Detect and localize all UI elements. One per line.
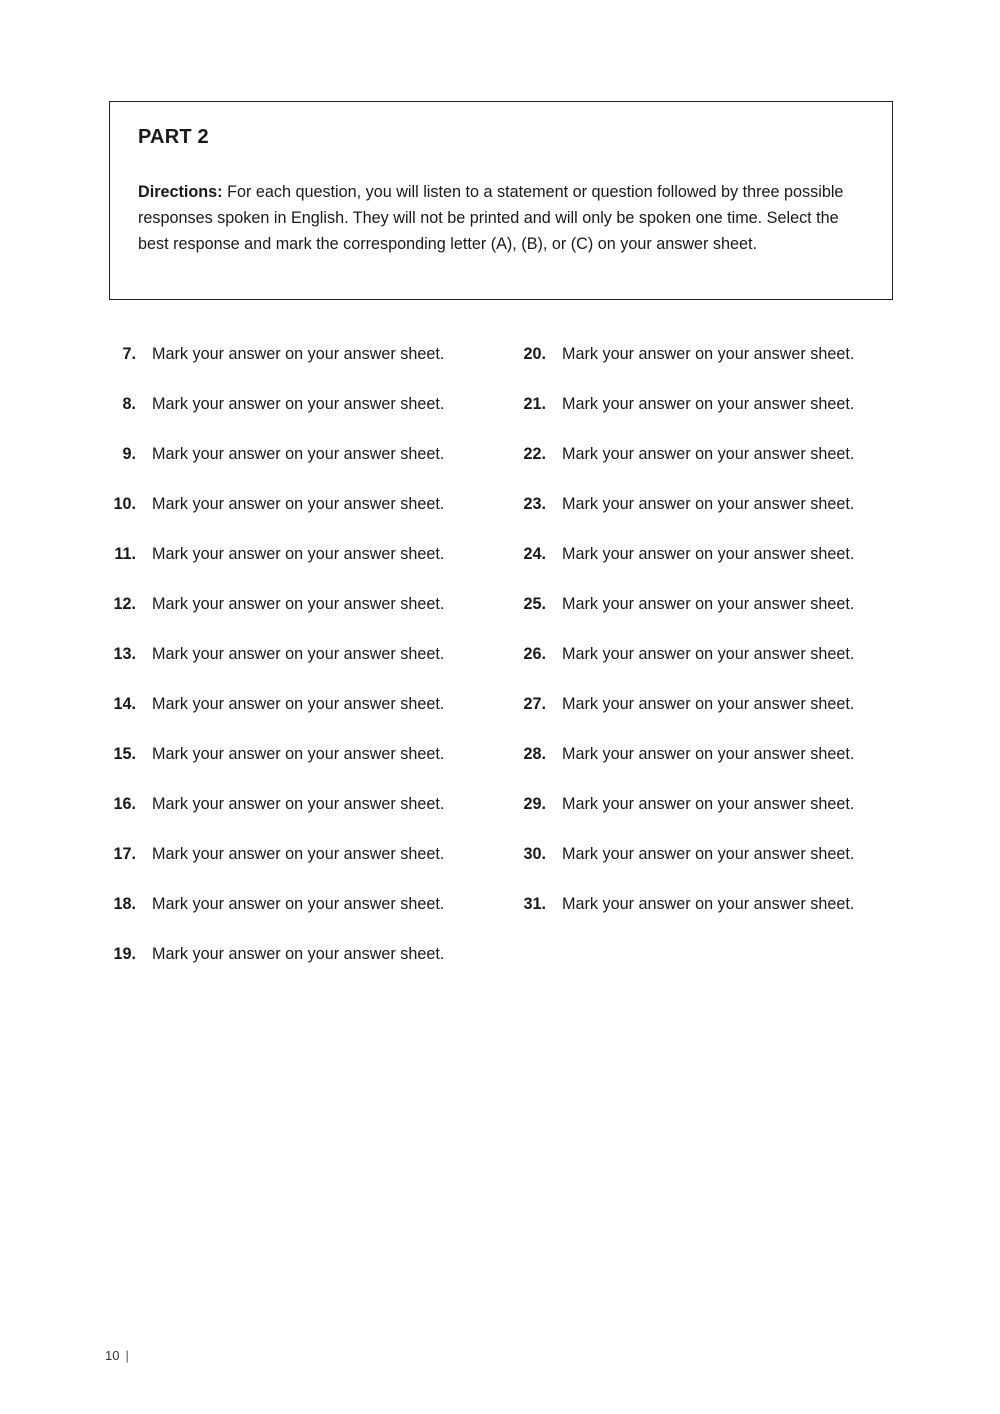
question-item [510,541,854,591]
question-text: Mark your answer on your answer sheet. [152,395,445,413]
question-item [100,641,444,691]
question-text: Mark your answer on your answer sheet. [152,945,445,963]
directions-body: For each question, you will listen to a statement or question followed by three possible responses spoken in English. They will not be printed and will only be spoken one time. Select the best response and mark the corresponding letter (A), (B), or (C) on your answer sheet. [138,183,844,254]
question-number: 23. [523,495,546,513]
question-item [100,691,444,741]
question-text: Mark your answer on your answer sheet. [152,895,445,913]
question-text: Mark your answer on your answer sheet. [152,545,445,563]
question-number: 15. [113,745,136,763]
question-item [100,841,444,891]
question-item [100,591,444,641]
question-number: 31. [523,895,546,913]
question-item [100,791,444,841]
question-number: 18. [113,895,136,913]
question-item [510,891,854,941]
question-number: 29. [523,795,546,813]
question-item [510,741,854,791]
question-text: Mark your answer on your answer sheet. [562,545,855,563]
question-list-left [100,341,444,991]
question-text: Mark your answer on your answer sheet. [152,645,445,663]
question-number: 24. [523,545,546,563]
question-number: 20. [523,345,546,363]
question-text: Mark your answer on your answer sheet. [152,345,445,363]
question-item [100,341,444,391]
question-number: 9. [122,445,136,463]
question-number: 27. [523,695,546,713]
question-text: Mark your answer on your answer sheet. [562,695,855,713]
question-item [100,491,444,541]
question-number: 10. [113,495,136,513]
question-text: Mark your answer on your answer sheet. [562,595,855,613]
question-text: Mark your answer on your answer sheet. [152,795,445,813]
question-text: Mark your answer on your answer sheet. [152,695,445,713]
question-text: Mark your answer on your answer sheet. [562,345,855,363]
directions-label: Directions: [138,183,223,201]
question-item [100,441,444,491]
question-item [510,491,854,541]
question-text: Mark your answer on your answer sheet. [152,845,445,863]
question-number: 11. [114,545,136,563]
question-number: 14. [113,695,136,713]
question-text: Mark your answer on your answer sheet. [152,445,445,463]
question-list-right [510,341,854,941]
question-number: 28. [523,745,546,763]
question-number: 22. [523,445,546,463]
question-item [510,791,854,841]
directions-paragraph [138,179,868,258]
question-text: Mark your answer on your answer sheet. [562,845,855,863]
part-title: PART 2 [138,126,209,148]
question-text: Mark your answer on your answer sheet. [562,445,855,463]
question-item [100,741,444,791]
question-number: 16. [113,795,136,813]
question-text: Mark your answer on your answer sheet. [152,595,445,613]
question-item [510,341,854,391]
directions-box [109,101,893,300]
question-item [510,691,854,741]
question-item [510,841,854,891]
question-text: Mark your answer on your answer sheet. [152,745,445,763]
question-text: Mark your answer on your answer sheet. [562,395,855,413]
question-number: 25. [523,595,546,613]
question-number: 30. [523,845,546,863]
page-footer [105,1348,129,1363]
question-number: 17. [113,845,136,863]
question-item [100,541,444,591]
question-number: 13. [113,645,136,663]
question-text: Mark your answer on your answer sheet. [562,795,855,813]
question-item [510,591,854,641]
question-item [100,941,444,991]
question-text: Mark your answer on your answer sheet. [562,495,855,513]
question-item [510,641,854,691]
question-item [100,391,444,441]
question-number: 26. [523,645,546,663]
question-number: 21. [523,395,546,413]
question-number: 7. [122,345,136,363]
footer-separator: | [125,1348,129,1363]
question-item [510,391,854,441]
page-number: 10 [105,1348,120,1363]
question-text: Mark your answer on your answer sheet. [152,495,445,513]
question-text: Mark your answer on your answer sheet. [562,645,855,663]
question-text: Mark your answer on your answer sheet. [562,895,855,913]
question-number: 8. [122,395,136,413]
question-number: 12. [113,595,136,613]
question-item [100,891,444,941]
question-text: Mark your answer on your answer sheet. [562,745,855,763]
question-item [510,441,854,491]
question-number: 19. [113,945,136,963]
